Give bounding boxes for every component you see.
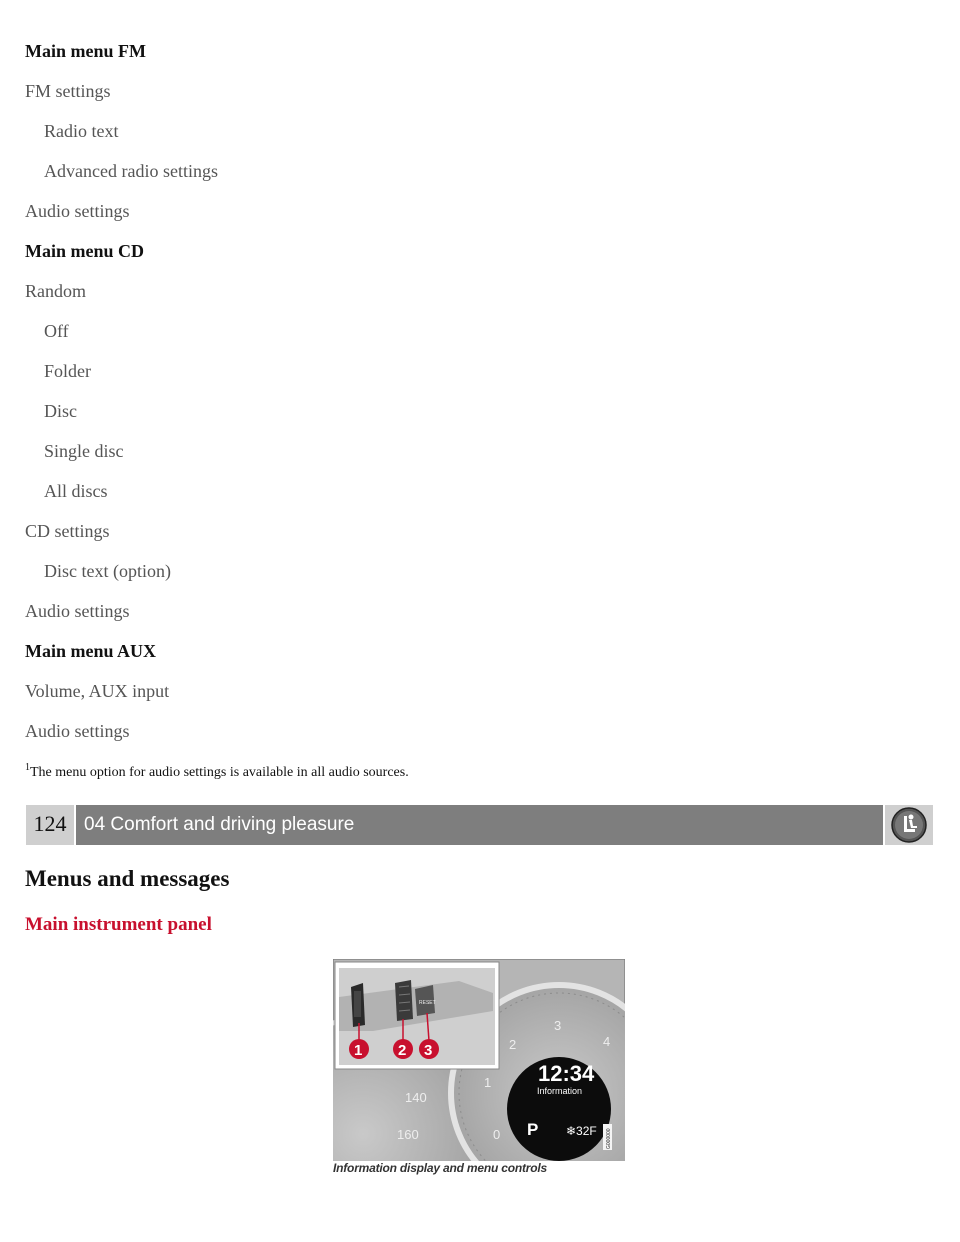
footnote-marker: 1 <box>25 762 30 773</box>
menu-item: Volume, AUX input <box>25 681 170 701</box>
menu-subitem: Folder <box>44 361 91 381</box>
figure-code: G000000 <box>606 1128 612 1149</box>
menu-subitem: All discs <box>44 481 108 501</box>
tach-label-4: 4 <box>603 1034 611 1049</box>
tach-label-2: 2 <box>509 1037 517 1052</box>
menu-heading: Main menu CD <box>25 241 145 261</box>
menu-subitem: Disc <box>44 401 77 421</box>
speed-label-160: 160 <box>397 1127 419 1142</box>
menu-item: Audio settings <box>25 201 130 221</box>
menu-subitem: Single disc <box>44 441 124 461</box>
callout-label-1: 1 <box>354 1042 363 1059</box>
display-label: Information <box>537 1086 583 1096</box>
stalk-reset-label: RESET <box>419 1000 436 1006</box>
seat-person-icon <box>890 806 928 844</box>
page-number: 124 <box>26 805 74 845</box>
chapter-bar <box>26 805 933 845</box>
menu-subitem: Off <box>44 321 69 341</box>
display-temperature: ❄32F <box>566 1124 597 1138</box>
menu-subitem: Disc text (option) <box>44 561 171 581</box>
menu-item: Audio settings <box>25 601 130 621</box>
menu-item: FM settings <box>25 81 111 101</box>
tach-label-3: 3 <box>554 1018 562 1033</box>
callout-label-2: 2 <box>398 1042 407 1059</box>
instrument-panel-illustration <box>333 959 625 1161</box>
footnote-text: The menu option for audio settings is available in all audio sources. <box>30 765 409 780</box>
section-title: Menus and messages <box>25 866 230 891</box>
instrument-panel-figure <box>333 959 625 1161</box>
menu-heading: Main menu FM <box>25 41 146 61</box>
chapter-title: 04 Comfort and driving pleasure <box>76 805 883 845</box>
tach-label-0: 0 <box>493 1127 501 1142</box>
menu-heading: Main menu AUX <box>25 641 157 661</box>
figure-caption: Information display and menu controls <box>333 1161 547 1175</box>
speed-label-140: 140 <box>405 1090 427 1105</box>
chapter-icon-box <box>885 805 933 845</box>
footnote <box>25 762 409 781</box>
menu-item: Random <box>25 281 86 301</box>
menu-item: Audio settings <box>25 721 130 741</box>
display-gear: P <box>527 1120 539 1139</box>
display-time: 12:34 <box>538 1061 595 1086</box>
callout-label-3: 3 <box>424 1042 433 1059</box>
menu-subitem: Advanced radio settings <box>44 161 218 181</box>
tach-label-1: 1 <box>484 1075 492 1090</box>
subsection-title: Main instrument panel <box>25 914 212 935</box>
menu-item: CD settings <box>25 521 110 541</box>
menu-subitem: Radio text <box>44 121 119 141</box>
